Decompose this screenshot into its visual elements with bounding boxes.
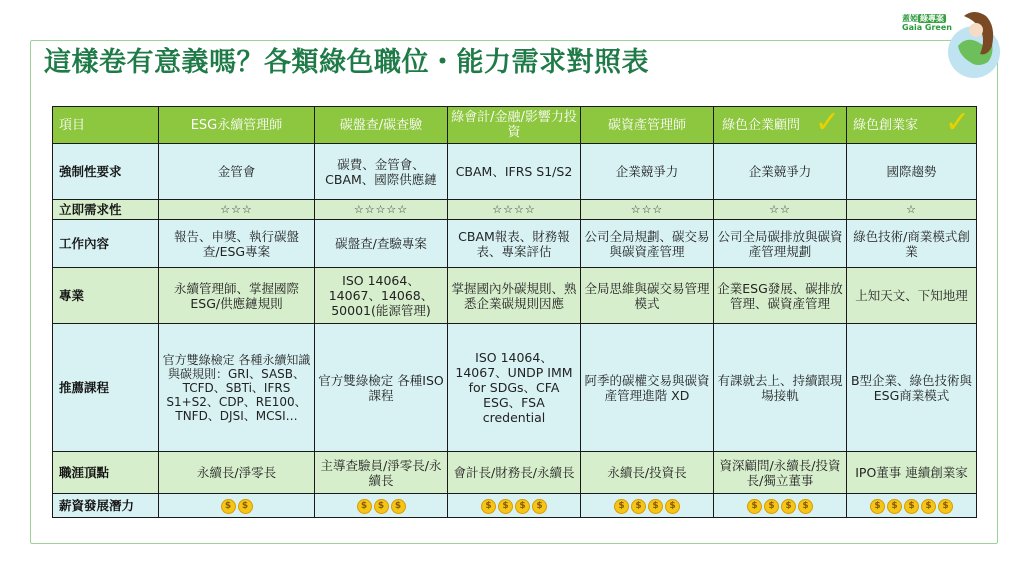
row-label: 薪資發展潛力 — [53, 494, 159, 518]
table-cell: 綠色技術/商業模式創業 — [847, 220, 977, 268]
coin-icon: $ — [887, 499, 902, 514]
table-cell: IPO董事 連續創業家 — [847, 452, 977, 494]
table-cell: 國際趨勢 — [847, 144, 977, 200]
coin-icon: $ — [747, 499, 762, 514]
coin-icon: $ — [391, 499, 406, 514]
checkmark-icon: ✓ — [814, 106, 840, 140]
table-cell: 金管會 — [159, 144, 315, 200]
table-cell: CBAM、IFRS S1/S2 — [448, 144, 581, 200]
table-cell: 全局思維與碳交易管理模式 — [581, 268, 714, 324]
table-cell: 永續管理師、掌握國際ESG/供應鏈規則 — [159, 268, 315, 324]
coin-icon: $ — [498, 499, 513, 514]
coin-icon: $ — [238, 499, 253, 514]
table-cell: B型企業、綠色技術與ESG商業模式 — [847, 324, 977, 452]
header-cell: 綠色企業顧問 ✓ — [714, 107, 847, 144]
coin-cell — [448, 494, 581, 518]
table-cell: 有課就去上、持續跟現場接軌 — [714, 324, 847, 452]
row-label: 強制性要求 — [53, 144, 159, 200]
coin-cell — [714, 494, 847, 518]
coin-icon: $ — [631, 499, 646, 514]
page-title: 這樣卷有意義嗎？各類綠色職位・能力需求對照表 — [44, 47, 649, 78]
coin-icon: $ — [357, 499, 372, 514]
coin-icon: $ — [515, 499, 530, 514]
table-header-row — [53, 107, 977, 144]
table-row — [53, 144, 977, 200]
table-cell: 公司全局規劃、碳交易與碳資產管理 — [581, 220, 714, 268]
coin-cell — [581, 494, 714, 518]
table-cell: 上知天文、下知地理 — [847, 268, 977, 324]
header-cell: 碳資產管理師 — [581, 107, 714, 144]
coin-cell — [315, 494, 448, 518]
header-cell: 綠會計/金融/影響力投資 — [448, 107, 581, 144]
coin-cell — [847, 494, 977, 518]
table-cell: 碳盤查/查驗專案 — [315, 220, 448, 268]
star-rating: ☆☆☆☆ — [448, 200, 581, 220]
row-label: 推薦課程 — [53, 324, 159, 452]
coin-icon: $ — [781, 499, 796, 514]
checkmark-icon: ✓ — [944, 106, 970, 140]
coin-icon: $ — [764, 499, 779, 514]
coin-icon: $ — [798, 499, 813, 514]
table-row — [53, 200, 977, 220]
header-cell: 綠色創業家 ✓ — [847, 107, 977, 144]
row-label: 工作內容 — [53, 220, 159, 268]
row-label: 職涯頂點 — [53, 452, 159, 494]
coin-icon: $ — [648, 499, 663, 514]
star-rating: ☆ — [847, 200, 977, 220]
table-cell: 報告、申獎、執行碳盤查/ESG專案 — [159, 220, 315, 268]
star-rating: ☆☆☆ — [581, 200, 714, 220]
table-cell: 企業競爭力 — [581, 144, 714, 200]
comparison-table — [52, 106, 977, 518]
table-row — [53, 452, 977, 494]
star-rating: ☆☆☆☆☆ — [315, 200, 448, 220]
table-cell: ISO 14064、14067、14068、50001(能源管理) — [315, 268, 448, 324]
coin-icon: $ — [870, 499, 885, 514]
table-cell: 掌握國內外碳規則、熟悉企業碳規則因應 — [448, 268, 581, 324]
table-cell: 官方雙綠檢定 各種永續知識與碳規則：GRI、SASB、TCFD、SBTi、IFRS S1+S2、CDP、RE100、TNFD、DJSI、MCSI… — [159, 324, 315, 452]
table-cell: 資深顧問/永續長/投資長/獨立董事 — [714, 452, 847, 494]
coin-cell — [159, 494, 315, 518]
coin-icon: $ — [904, 499, 919, 514]
table-cell: 永續長/淨零長 — [159, 452, 315, 494]
coin-icon: $ — [938, 499, 953, 514]
table-cell: CBAM報表、財務報表、專案評估 — [448, 220, 581, 268]
table-row — [53, 494, 977, 518]
header-cell: ESG永續管理師 — [159, 107, 315, 144]
table-row — [53, 268, 977, 324]
table-cell: 企業ESG發展、碳排放管理、碳資產管理 — [714, 268, 847, 324]
coin-icon: $ — [614, 499, 629, 514]
table-cell: 阿季的碳權交易與碳資產管理進階 XD — [581, 324, 714, 452]
logo-text: 蓋婭 綠專案 Gaia Green — [902, 14, 952, 32]
header-cell: 項目 — [53, 107, 159, 144]
table-row — [53, 324, 977, 452]
table-cell: ISO 14064、14067、UNDP IMM for SDGs、CFA ESG、FSA credential — [448, 324, 581, 452]
header-cell: 碳盤查/碳查驗 — [315, 107, 448, 144]
coin-icon: $ — [374, 499, 389, 514]
coin-icon: $ — [481, 499, 496, 514]
table-cell: 公司全局碳排放與碳資產管理規劃 — [714, 220, 847, 268]
star-rating: ☆☆ — [714, 200, 847, 220]
table-cell: 會計長/財務長/永續長 — [448, 452, 581, 494]
coin-icon: $ — [532, 499, 547, 514]
table-cell: 企業競爭力 — [714, 144, 847, 200]
row-label: 立即需求性 — [53, 200, 159, 220]
table-cell: 碳費、金管會、CBAM、國際供應鏈 — [315, 144, 448, 200]
star-rating: ☆☆☆ — [159, 200, 315, 220]
coin-icon: $ — [221, 499, 236, 514]
coin-icon: $ — [921, 499, 936, 514]
table-row — [53, 220, 977, 268]
table-cell: 主導查驗員/淨零長/永續長 — [315, 452, 448, 494]
table-cell: 官方雙綠檢定 各種ISO課程 — [315, 324, 448, 452]
row-label: 專業 — [53, 268, 159, 324]
table-cell: 永續長/投資長 — [581, 452, 714, 494]
coin-icon: $ — [665, 499, 680, 514]
